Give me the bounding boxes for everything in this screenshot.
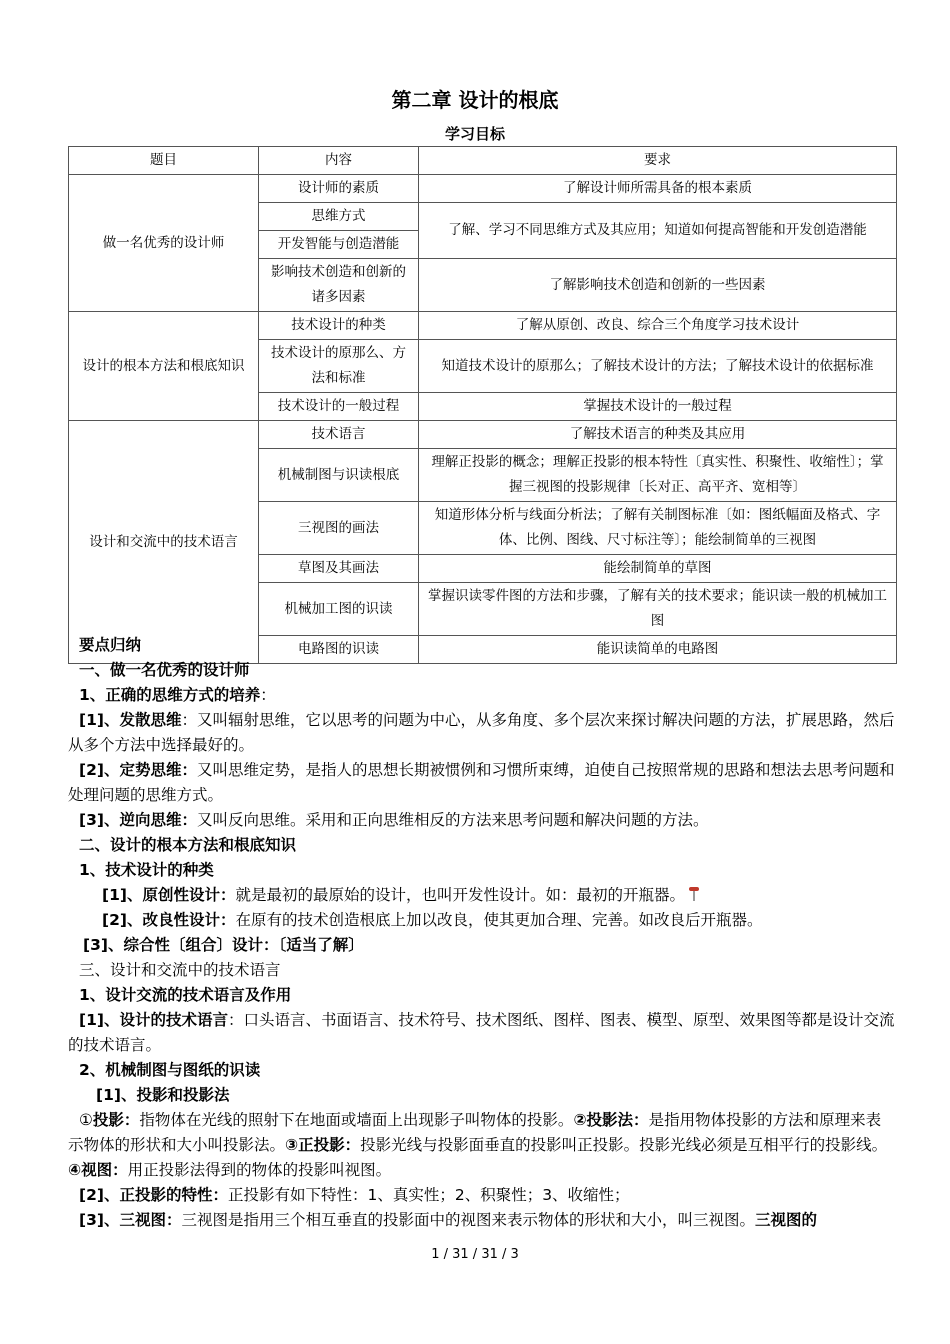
header-requirement: 要求 bbox=[419, 147, 897, 175]
paragraph-projection-defs bbox=[68, 1108, 896, 1183]
definition: 又叫思维定势，是指人的思想长期被惯例和习惯所束缚，迫使自己按照常规的思路和想法去思考问题和处理问题的思维方式。 bbox=[68, 761, 895, 804]
paragraph-original-design bbox=[68, 883, 896, 908]
term: ②投影法： bbox=[573, 1111, 649, 1129]
requirement-cell: 能识读简单的电路图 bbox=[419, 636, 897, 664]
definition: 指物体在光线的照射下在地面或墙面上出现影子叫物体的投影。 bbox=[139, 1111, 574, 1129]
paragraph-tech-language bbox=[68, 1008, 896, 1058]
paragraph-improved-design bbox=[68, 908, 896, 933]
table-row bbox=[69, 312, 897, 340]
subsection-label: 1、正确的思维方式的培养 bbox=[79, 686, 261, 704]
paragraph-three-views bbox=[68, 1208, 896, 1233]
page-footer: 1 / 31 / 31 / 3 bbox=[431, 1247, 519, 1262]
paragraph-combined-design: [3]、综合性〔组合〕设计：〔适当了解〕 bbox=[83, 936, 364, 954]
table-row bbox=[69, 421, 897, 449]
paragraph-ortho-properties bbox=[68, 1183, 896, 1208]
learning-goals-table bbox=[68, 146, 897, 664]
requirement-cell: 知道形体分析与线面分析法；了解有关制图标准〔如：图纸幅面及格式、字体、比例、图线、尺寸标注等〕；能绘制简单的三视图 bbox=[419, 502, 897, 555]
table-row bbox=[69, 175, 897, 203]
section-subtitle: 学习目标 bbox=[444, 125, 505, 143]
requirement-cell: 知道技术设计的原那么；了解技术设计的方法；了解技术设计的依据标准 bbox=[419, 340, 897, 393]
topic-cell: 设计的根本方法和根底知识 bbox=[69, 312, 259, 421]
content-cell: 机械制图与识读根底 bbox=[259, 449, 419, 502]
definition: 又叫反向思维。采用和正向思维相反的方法来思考问题和解决问题的方法。 bbox=[196, 811, 709, 829]
pushpin-icon bbox=[689, 887, 699, 901]
requirement-cell: 能绘制简单的草图 bbox=[419, 555, 897, 583]
definition: 三视图是指用三个相互垂直的投影面中的视图来表示物体的形状和大小，叫三视图。 bbox=[181, 1211, 755, 1229]
requirement-cell: 了解技术语言的种类及其应用 bbox=[419, 421, 897, 449]
content-cell: 技术设计的种类 bbox=[259, 312, 419, 340]
section-heading: 二、设计的根本方法和根底知识 bbox=[79, 836, 297, 854]
section-heading: 三、设计和交流中的技术语言 bbox=[79, 961, 281, 979]
topic-cell: 设计和交流中的技术语言 bbox=[69, 421, 259, 664]
definition: 正投影有如下特性：1、真实性；2、积聚性；3、收缩性； bbox=[227, 1186, 630, 1204]
requirement-cell: 了解、学习不同思维方式及其应用；知道如何提高智能和开发创造潜能 bbox=[419, 203, 897, 259]
term: ③正投影： bbox=[285, 1136, 361, 1154]
header-content: 内容 bbox=[259, 147, 419, 175]
term: [1]、发散思维 bbox=[79, 711, 182, 729]
content-cell: 思维方式 bbox=[259, 203, 419, 231]
requirement-cell: 掌握技术设计的一般过程 bbox=[419, 393, 897, 421]
table-header-row bbox=[69, 147, 897, 175]
term: [3]、三视图： bbox=[79, 1211, 182, 1229]
term: [2]、改良性设计： bbox=[102, 911, 236, 929]
term: ④视图： bbox=[68, 1161, 128, 1179]
term: 三视图的 bbox=[754, 1211, 817, 1229]
section-heading: 一、做一名优秀的设计师 bbox=[79, 661, 250, 679]
paragraph-reverse bbox=[68, 808, 896, 833]
term: [1]、原创性设计： bbox=[102, 886, 236, 904]
requirement-cell: 了解从原创、改良、综合三个角度学习技术设计 bbox=[419, 312, 897, 340]
requirement-cell: 理解正投影的概念；理解正投影的根本特性〔真实性、积聚性、收缩性〕；掌握三视图的投影规律〔长对正、高平齐、宽相等〕 bbox=[419, 449, 897, 502]
definition: ：又叫辐射思维，它以思考的问题为中心，从多角度、多个层次来探讨解决问题的方法，扩展思路，然后从多个方法中选择最好的。 bbox=[68, 711, 895, 754]
content-cell: 机械加工图的识读 bbox=[259, 583, 419, 636]
subsection-heading: 1、设计交流的技术语言及作用 bbox=[79, 986, 292, 1004]
definition: ：口头语言、书面语言、技术符号、技术图纸、图样、图表、模型、原型、效果图等都是设计交流的技术语言。 bbox=[68, 1011, 895, 1054]
definition: 投影光线与投影面垂直的投影叫正投影。投影光线必须是互相平行的投影线。 bbox=[360, 1136, 888, 1154]
content-cell: 电路图的识读 bbox=[259, 636, 419, 664]
term: [2]、定势思维： bbox=[79, 761, 197, 779]
term: [2]、正投影的特性： bbox=[79, 1186, 228, 1204]
subsection-heading: 2、机械制图与图纸的识读 bbox=[79, 1061, 261, 1079]
paragraph-fixed bbox=[68, 758, 896, 808]
content-cell: 影响技术创造和创新的诸多因素 bbox=[259, 259, 419, 312]
content-cell: 技术语言 bbox=[259, 421, 419, 449]
definition: 是指用物体投影的方法和原理来表示物体的形状和大小叫投影法。 bbox=[68, 1111, 882, 1154]
content-cell: 三视图的画法 bbox=[259, 502, 419, 555]
subsection-heading: 1、技术设计的种类 bbox=[79, 861, 214, 879]
subsubsection-heading: [1]、投影和投影法 bbox=[96, 1086, 230, 1104]
number: ① bbox=[79, 1111, 93, 1129]
summary-body bbox=[68, 633, 896, 1233]
definition: 用正投影法得到的物体的投影叫视图。 bbox=[127, 1161, 392, 1179]
content-cell: 设计师的素质 bbox=[259, 175, 419, 203]
content-cell: 草图及其画法 bbox=[259, 555, 419, 583]
definition: 在原有的技术创造根底上加以改良，使其更加合理、完善。如改良后开瓶器。 bbox=[235, 911, 763, 929]
requirement-cell: 了解影响技术创造和创新的一些因素 bbox=[419, 259, 897, 312]
subsection-colon: ： bbox=[260, 686, 276, 704]
term: [1]、设计的技术语言 bbox=[79, 1011, 228, 1029]
content-cell: 开发智能与创造潜能 bbox=[259, 231, 419, 259]
summary-heading: 要点归纳 bbox=[79, 636, 142, 654]
header-topic: 题目 bbox=[69, 147, 259, 175]
term: 投影： bbox=[92, 1111, 140, 1129]
content-cell: 技术设计的一般过程 bbox=[259, 393, 419, 421]
page-title: 第二章 设计的根底 bbox=[391, 88, 559, 112]
requirement-cell: 掌握识读零件图的方法和步骤，了解有关的技术要求；能识读一般的机械加工图 bbox=[419, 583, 897, 636]
requirement-cell: 了解设计师所需具备的根本素质 bbox=[419, 175, 897, 203]
topic-cell: 做一名优秀的设计师 bbox=[69, 175, 259, 312]
paragraph-divergent bbox=[68, 708, 896, 758]
definition: 就是最初的最原始的设计，也叫开发性设计。如：最初的开瓶器。 bbox=[235, 886, 685, 904]
term: [3]、逆向思维： bbox=[79, 811, 197, 829]
content-cell: 技术设计的原那么、方法和标准 bbox=[259, 340, 419, 393]
subsection-heading bbox=[68, 683, 896, 708]
